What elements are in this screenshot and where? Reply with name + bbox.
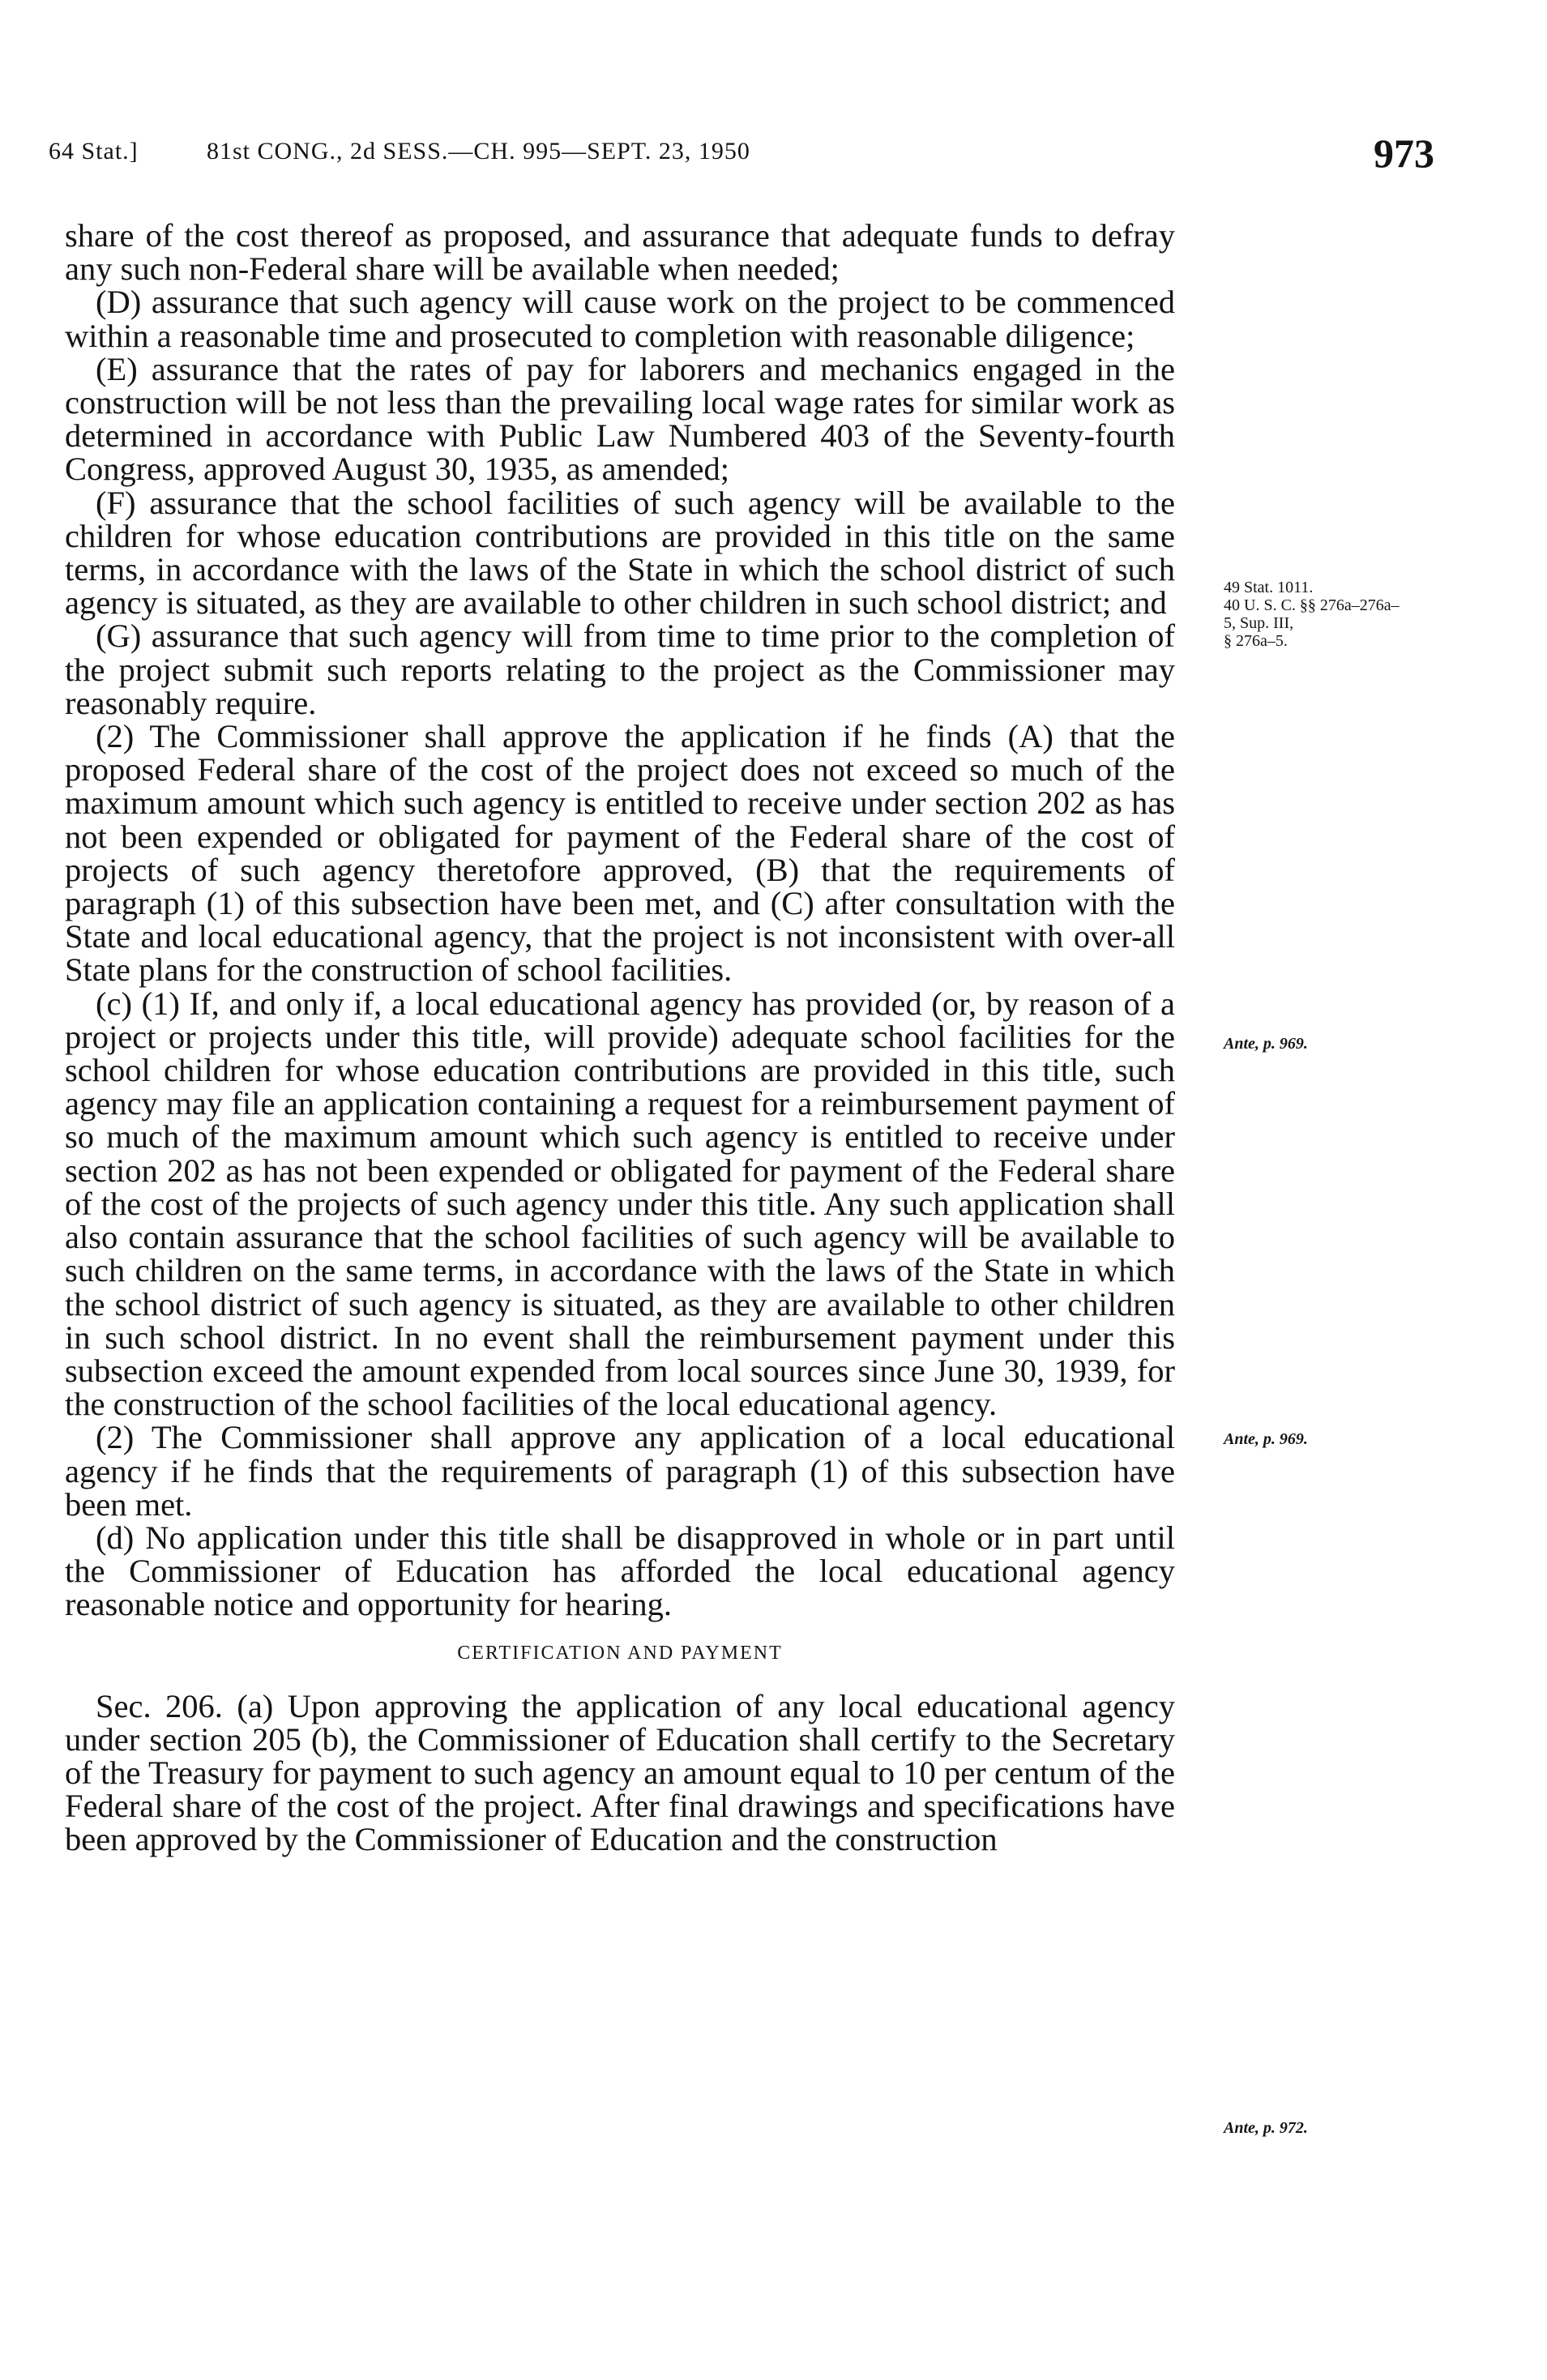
paragraph-f: (F) assurance that the school facilities of such agency will be available to the children for whose education contributions are provided in this title on the same terms, in accordance with the laws of the State in which the school district of such agency is situated, as they are available to other children in such school district; and — [65, 484, 1175, 622]
citation-line: § 276a–5. — [1224, 632, 1288, 650]
section-206-paragraph: Sec. 206. (a) Upon approving the application of any local educational agency under section 205 (b), the Commissioner of Education shall certify to the Secretary of the Treasury for payment to such agency an amount equal to 10 per centum of the Federal share of the cost of the project. After final drawings and specifications have been approved by the Commissioner of Education and the construction — [65, 1687, 1175, 1858]
citation-line: 49 Stat. 1011. — [1224, 579, 1314, 596]
margin-note-ante-969: Ante, p. 969. — [1224, 1035, 1308, 1053]
citation-line: 40 U. S. C. §§ 276a–276a–5, Sup. III, — [1224, 596, 1400, 632]
paragraph-c-1: (c) (1) If, and only if, a local educational agency has provided (or, by reason of a project or projects under this title, will provide) adequate school facilities for the school children for whose education contributions are provided in this title, such agency may file an application containing a request for a reimbursement payment of so much of the maximum amount which such agency is entitled to receive under section 202 as has not been expended or obligated for payment of the Federal share of the cost of the projects of such agency under this title. Any such application shall also contain assurance that the school facilities of such agency will be available to such children on the same terms, in accordance with the laws of the State in which the school district of such agency is situated, as they are available to other children in such school district. In no event shall the reimbursement payment under this subsection exceed the amount expended from local sources since June 30, 1939, for the construction of the school facilities of the local educational agency. — [65, 985, 1175, 1423]
paragraph-g: (G) assurance that such agency will from time to time prior to the completion of the project submit such reports relating to the project as the Commissioner may reasonably require. — [65, 617, 1175, 721]
volume-reference: 64 Stat.] — [49, 138, 139, 165]
paragraph-continuation: share of the cost thereof as proposed, and assurance that adequate funds to defray any such non-Federal share will be available when needed; — [65, 217, 1175, 288]
statute-body — [65, 219, 1175, 1857]
margin-citation-49-stat — [1224, 579, 1402, 650]
paragraph-d-hearing: (d) No application under this title shall be disapproved in whole or in part until the Commissioner of Education has afforded the local educational agency reasonable notice and opportunity for hearing. — [65, 1519, 1175, 1623]
running-head — [49, 130, 1434, 186]
paragraph-c-2: (2) The Commissioner shall approve any application of a local educational agency if he finds that the requirements of paragraph (1) of this subsection have been met. — [65, 1419, 1175, 1523]
page-number: 973 — [1374, 130, 1434, 176]
margin-note-ante-969: Ante, p. 969. — [1224, 1430, 1308, 1448]
section-heading: CERTIFICATION AND PAYMENT — [457, 1642, 783, 1664]
paragraph-e: (E) assurance that the rates of pay for laborers and mechanics engaged in the construction will be not less than the prevailing local wage rates for similar work as determined in accordance with Public Law Numbered 403 of the Seventy-fourth Congress, approved August 30, 1935, as amended; — [65, 350, 1175, 488]
margin-note-ante-972: Ante, p. 972. — [1224, 2119, 1308, 2137]
paragraph-b-2: (2) The Commissioner shall approve the application if he finds (A) that the proposed Federal share of the cost of the project does not exceed so much of the maximum amount which such agency is entitled to receive under section 202 as has not been expended or obligated for payment of the Federal share of the cost of projects of such agency theretofore approved, (B) that the requirements of paragraph (1) of this subsection have been met, and (C) after consultation with the State and local educational agency, that the project is not inconsistent with over-all State plans for the construction of school facilities. — [65, 718, 1175, 989]
congress-session-reference: 81st CONG., 2d SESS.—CH. 995—SEPT. 23, 1950 — [207, 138, 750, 165]
paragraph-d: (D) assurance that such agency will cause work on the project to be commenced within a reasonable time and prosecuted to completion with reasonable diligence; — [65, 284, 1175, 354]
